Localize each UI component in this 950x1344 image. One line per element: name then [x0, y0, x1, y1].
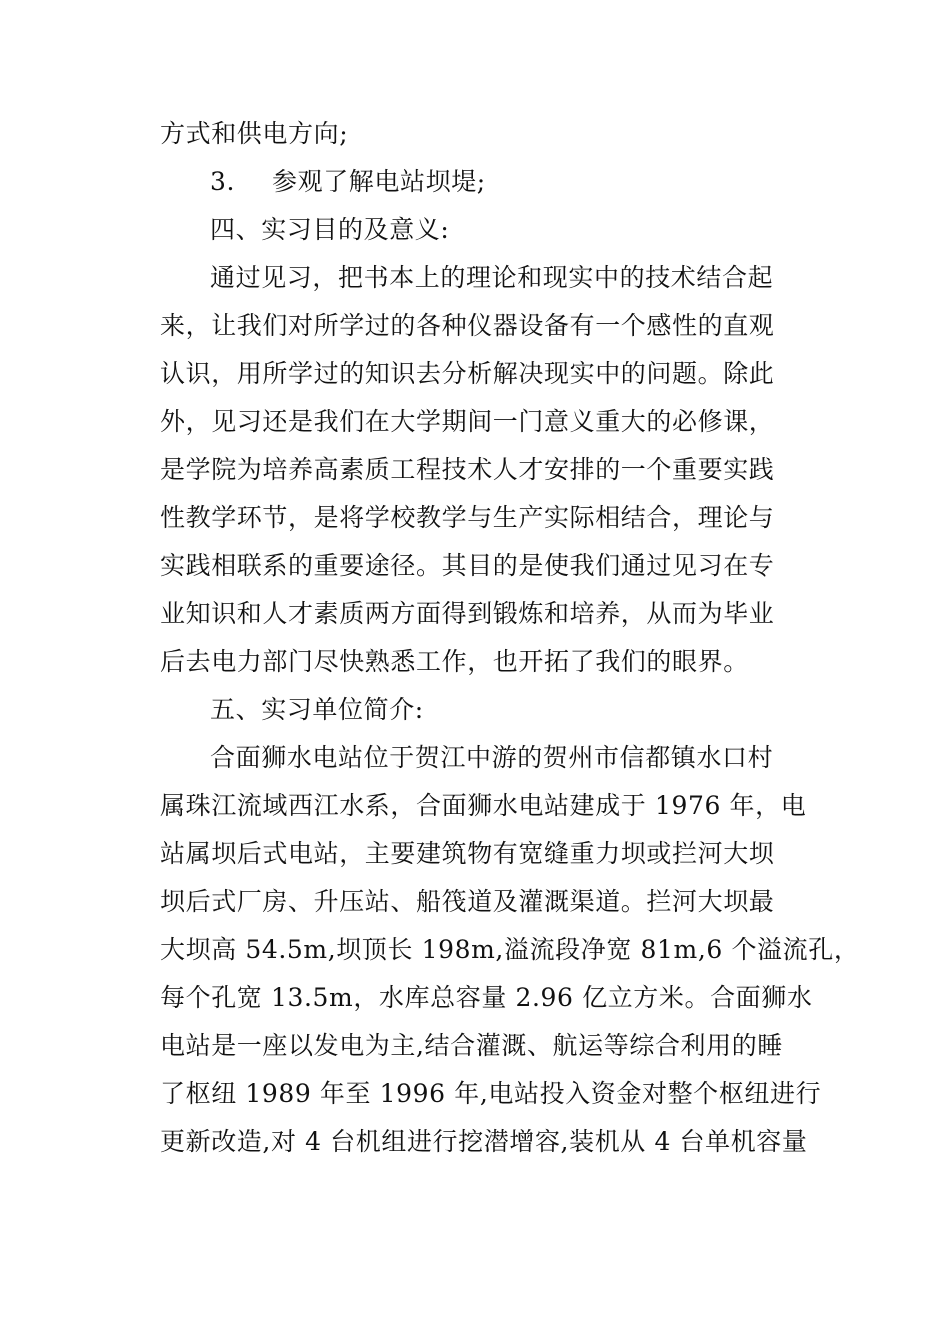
paragraph-line: 通过见习，把书本上的理论和现实中的技术结合起 [210, 263, 774, 292]
paragraph-line: 坝后式厂房、升压站、船筏道及灌溉渠道。拦河大坝最 [160, 887, 775, 916]
paragraph-line: 方式和供电方向; [160, 119, 349, 148]
paragraph-line: 大坝高 54.5m,坝顶长 198m,溢流段净宽 81m,6 个溢流孔， [160, 935, 860, 964]
paragraph-line: 更新改造,对 4 台机组进行挖潜增容,装机从 4 台单机容量 [160, 1127, 808, 1156]
paragraph-line: 了枢纽 1989 年至 1996 年,电站投入资金对整个枢纽进行 [160, 1079, 822, 1108]
paragraph-line: 合面狮水电站位于贺江中游的贺州市信都镇水口村 [210, 743, 774, 772]
section-heading: 四、实习目的及意义: [210, 215, 450, 244]
list-item-text: 参观了解电站坝堤; [272, 167, 486, 196]
list-item-number: 3. [210, 167, 236, 196]
paragraph-line: 外，见习还是我们在大学期间一门意义重大的必修课， [160, 407, 775, 436]
paragraph-line: 来，让我们对所学过的各种仪器设备有一个感性的直观 [160, 311, 775, 340]
paragraph-line: 后去电力部门尽快熟悉工作，也开拓了我们的眼界。 [160, 647, 749, 676]
paragraph-line: 是学院为培养高素质工程技术人才安排的一个重要实践 [160, 455, 775, 484]
paragraph-line: 实践相联系的重要途径。其目的是使我们通过见习在专 [160, 551, 775, 580]
paragraph-line: 属珠江流域西江水系，合面狮水电站建成于 1976 年，电 [160, 791, 807, 820]
paragraph-line: 站属坝后式电站，主要建筑物有宽缝重力坝或拦河大坝 [160, 839, 775, 868]
section-heading: 五、实习单位简介: [210, 695, 424, 724]
paragraph-line: 电站是一座以发电为主,结合灌溉、航运等综合利用的睡 [160, 1031, 783, 1060]
paragraph-line: 认识，用所学过的知识去分析解决现实中的问题。除此 [160, 359, 775, 388]
paragraph-line: 业知识和人才素质两方面得到锻炼和培养，从而为毕业 [160, 599, 775, 628]
paragraph-line: 性教学环节，是将学校教学与生产实际相结合，理论与 [160, 503, 775, 532]
paragraph-line: 每个孔宽 13.5m，水库总容量 2.96 亿立方米。合面狮水 [160, 983, 813, 1012]
